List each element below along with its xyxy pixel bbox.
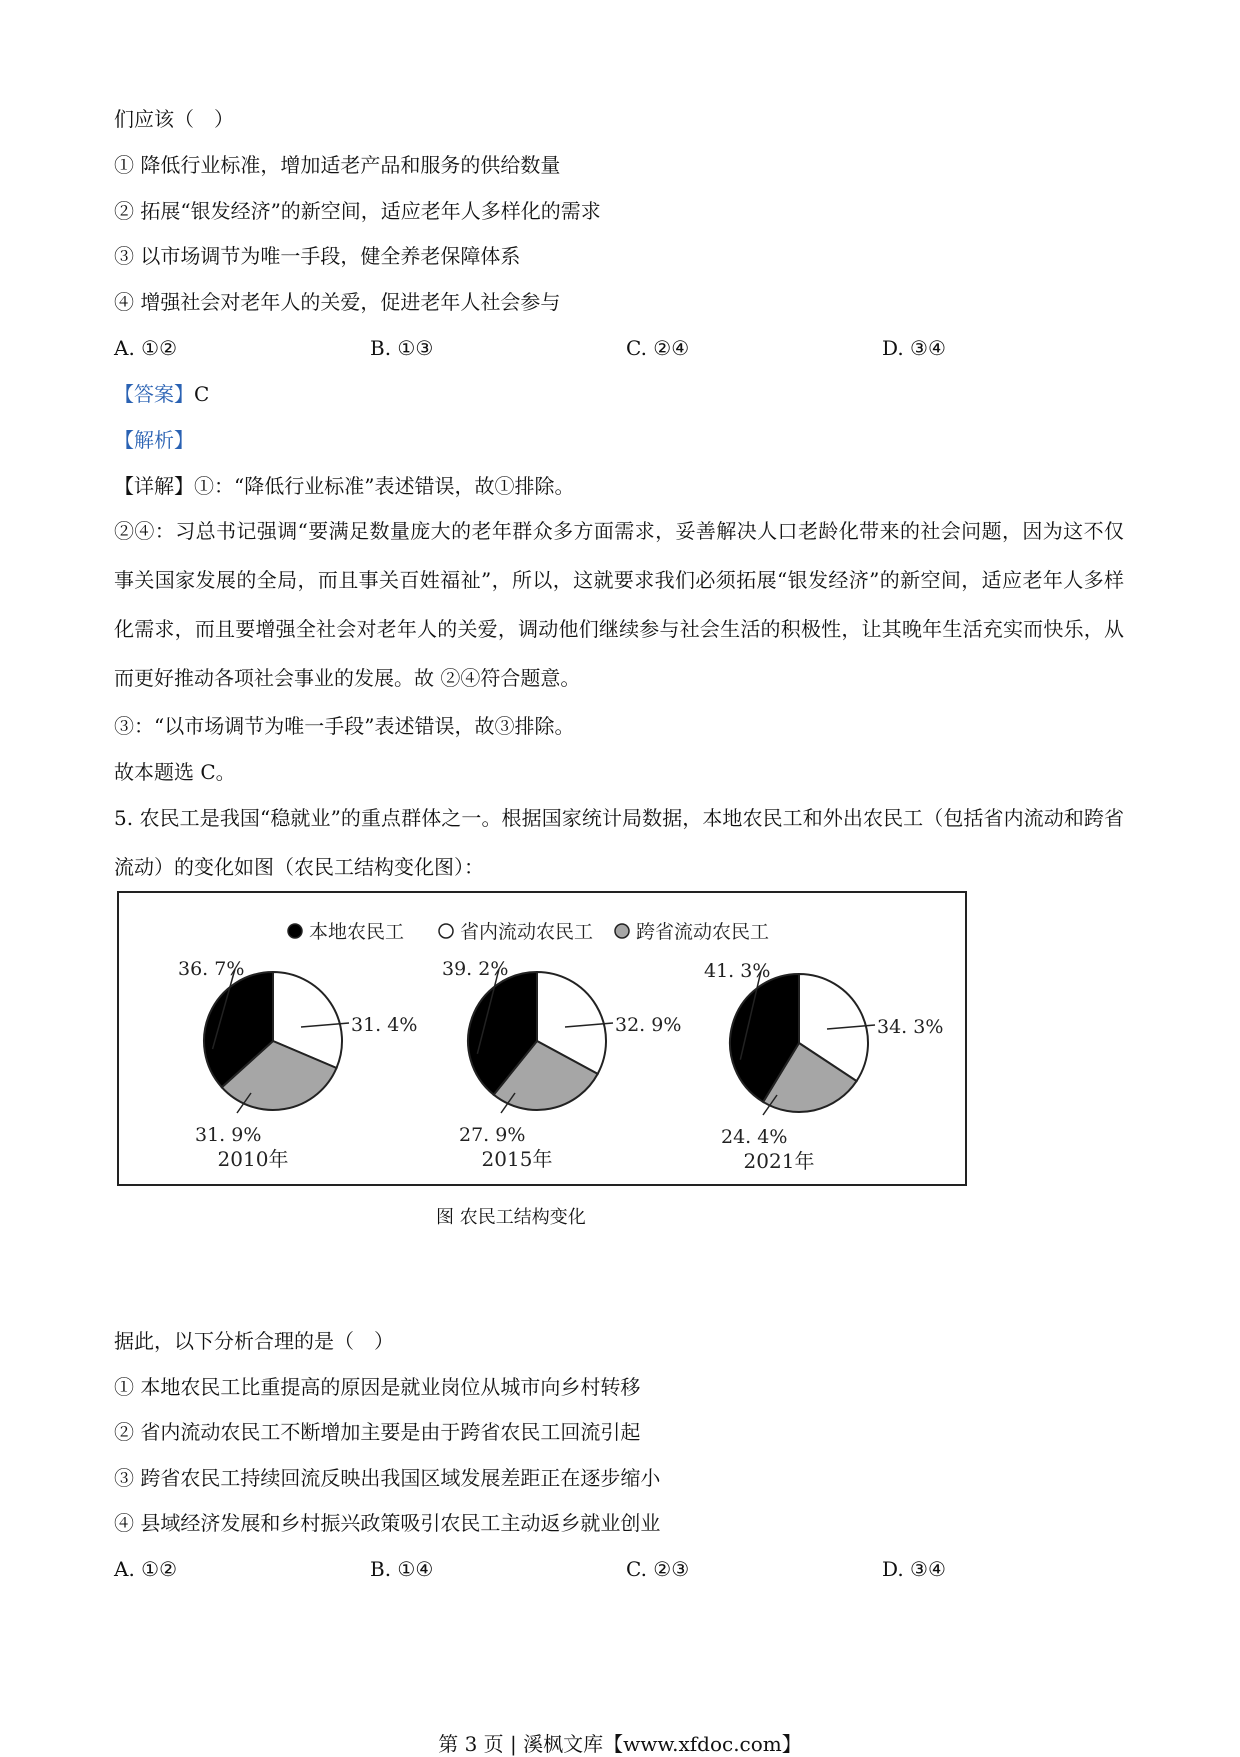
legend-label-3: 跨省流动农民工 (636, 921, 770, 943)
q4-option-d: D. ③④ (882, 336, 946, 360)
answer-label: 【答案】 (114, 382, 194, 406)
legend-marker-3 (615, 924, 629, 938)
q4-option-b: B. ①③ (370, 336, 434, 360)
q5-item-2: ② 省内流动农民工不断增加主要是由于跨省农民工回流引起 (114, 1420, 641, 1444)
detail-label: 【详解】 (114, 474, 194, 498)
q5-stem: 5. 农民工是我国“稳就业”的重点群体之一。根据国家统计局数据，本地农民工和外出农民工（包括省内流动和跨省流动）的变化如图（农民工结构变化图）： (114, 806, 1124, 879)
q4-option-a: A. ①② (114, 336, 178, 360)
q4-option-c: C. ②④ (626, 336, 690, 360)
q4-item-3: ③ 以市场调节为唯一手段，健全养老保障体系 (114, 244, 521, 268)
q4-item-1: ① 降低行业标准，增加适老产品和服务的供给数量 (114, 153, 561, 177)
q4-detail-1 (114, 472, 574, 500)
pie-label-2021-intra-province: 34. 3% (877, 1016, 944, 1038)
pie-label-2010-local: 36. 7% (178, 958, 245, 980)
pie-charts-svg (119, 893, 965, 1184)
legend-marker-2 (439, 924, 453, 938)
q4-answer (114, 380, 209, 408)
figure-caption: 图 农民工结构变化 (436, 1207, 586, 1228)
pie-label-2021-local: 41. 3% (704, 960, 771, 982)
legend-label-2: 省内流动农民工 (460, 921, 594, 943)
q4-item-4: ④ 增强社会对老年人的关爱，促进老年人社会参与 (114, 290, 561, 314)
q5-option-c: C. ②③ (626, 1557, 690, 1581)
q4-detail-3: ③：“以市场调节为唯一手段”表述错误，故③排除。 (114, 714, 575, 738)
pie-label-2021-cross-province: 24. 4% (721, 1126, 788, 1148)
pie-year-2021: 2021年 (743, 1149, 815, 1173)
pie-year-2010: 2010年 (217, 1147, 289, 1171)
detail-1-text: ①：“降低行业标准”表述错误，故①排除。 (194, 474, 575, 498)
pie-label-2015-local: 39. 2% (442, 958, 509, 980)
analysis-label: 【解析】 (114, 428, 194, 452)
legend-marker-1 (288, 924, 302, 938)
q5-item-4: ④ 县域经济发展和乡村振兴政策吸引农民工主动返乡就业创业 (114, 1511, 661, 1535)
pie-chart-figure (117, 891, 967, 1186)
q5-option-d: D. ③④ (882, 1557, 946, 1581)
q5-option-b: B. ①④ (370, 1557, 434, 1581)
pie-year-2015: 2015年 (481, 1147, 553, 1171)
q4-item-2: ② 拓展“银发经济”的新空间，适应老年人多样化的需求 (114, 199, 601, 223)
pie-label-2015-cross-province: 27. 9% (459, 1124, 526, 1146)
q5-item-3: ③ 跨省农民工持续回流反映出我国区域发展差距正在逐步缩小 (114, 1466, 661, 1490)
q5-option-a: A. ①② (114, 1557, 178, 1581)
legend-label-1: 本地农民工 (309, 921, 405, 943)
q5-question: 据此，以下分析合理的是（ ） (114, 1329, 394, 1353)
page-footer: 第 3 页 | 溪枫文库【www.xfdoc.com】 (438, 1732, 802, 1756)
answer-value: C (194, 382, 210, 406)
q4-conclusion: 故本题选 C。 (114, 760, 236, 784)
q4-stem-tail: 们应该（ ） (114, 107, 234, 131)
q4-detail-2: ②④：习总书记强调“要满足数量庞大的老年群众多方面需求，妥善解决人口老龄化带来的社会问题，因为这不仅事关国家发展的全局，而且事关百姓福祉”，所以，这就要求我们必须拓展“银发经济”的新空间，适应老年人多样化需求，而且要增强全社会对老年人的关爱，调动他们继续参与社会生活的积极性，让其晚年生活充实而快乐，从而更好推动各项社会事业的发展。故 ②④符合题意。 (114, 519, 1124, 690)
q5-item-1: ① 本地农民工比重提高的原因是就业岗位从城市向乡村转移 (114, 1375, 641, 1399)
pie-label-2010-intra-province: 31. 4% (351, 1014, 418, 1036)
pie-label-2015-intra-province: 32. 9% (615, 1014, 682, 1036)
pie-label-2010-cross-province: 31. 9% (195, 1124, 262, 1146)
